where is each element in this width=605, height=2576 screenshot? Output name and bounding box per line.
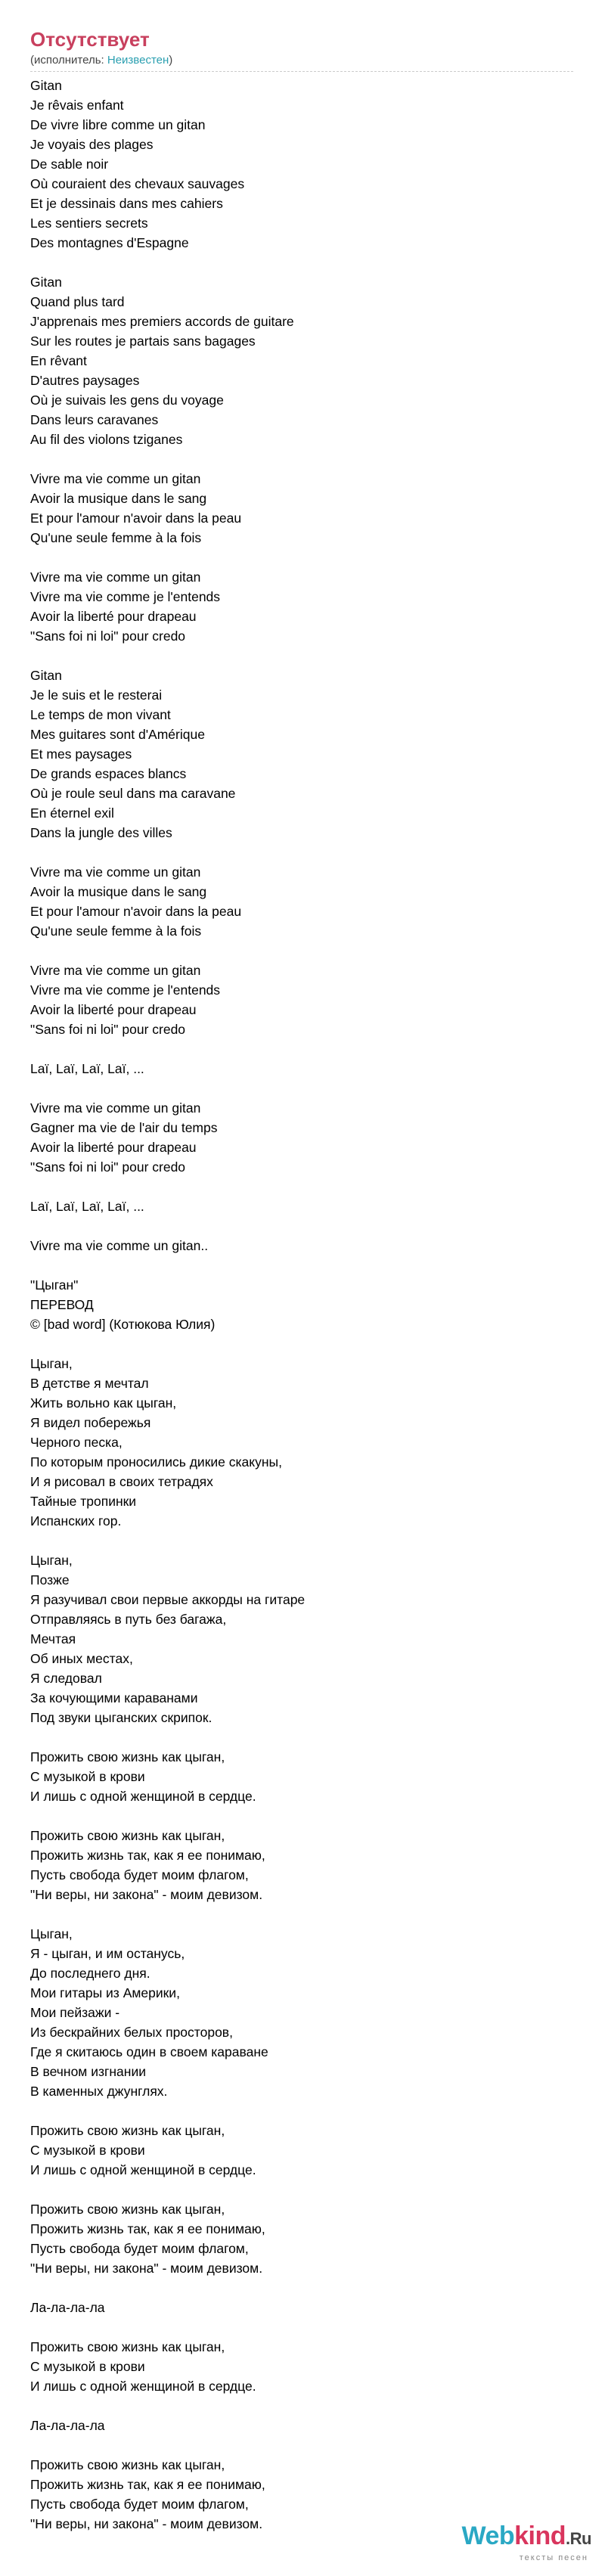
- song-header: [30, 27, 573, 68]
- lyrics-line: Черного песка,: [30, 1435, 123, 1450]
- lyrics-line: Le temps de mon vivant: [30, 707, 171, 722]
- lyrics-line: В детстве я мечтал: [30, 1376, 149, 1391]
- lyrics-line: De grands espaces blancs: [30, 766, 187, 781]
- lyrics-line: Dans leurs caravanes: [30, 412, 159, 427]
- lyrics-line: С музыкой в крови: [30, 2359, 145, 2374]
- lyrics-line: Прожить жизнь так, как я ее понимаю,: [30, 2477, 265, 2492]
- lyrics-line: "Sans foi ni loi" pour credo: [30, 628, 186, 644]
- lyrics-stanza: [30, 1275, 573, 1334]
- lyrics-line: Цыган,: [30, 1356, 73, 1371]
- lyrics-stanza: [30, 1059, 573, 1079]
- lyrics-line: По которым проносились дикие скакуны,: [30, 1454, 282, 1470]
- lyrics-line: До последнего дня.: [30, 1966, 150, 1981]
- lyrics-line: Avoir la liberté pour drapeau: [30, 1140, 197, 1155]
- lyrics-line: Мои гитары из Америки,: [30, 1985, 180, 2000]
- lyrics-line: Прожить жизнь так, как я ее понимаю,: [30, 2221, 265, 2236]
- lyrics-line: "Ни веры, ни закона" - моим девизом.: [30, 2261, 263, 2276]
- lyrics-line: Avoir la musique dans le sang: [30, 884, 207, 899]
- lyrics-line: Прожить свою жизнь как цыган,: [30, 2457, 225, 2472]
- lyrics-line: Où je suivais les gens du voyage: [30, 393, 224, 408]
- lyrics-line: Я следовал: [30, 1671, 102, 1686]
- lyrics-stanza: [30, 862, 573, 941]
- lyrics-line: "Sans foi ni loi" pour credo: [30, 1159, 186, 1175]
- lyrics-line: Gitan: [30, 275, 62, 290]
- lyrics-line: Мои пейзажи -: [30, 2005, 120, 2020]
- lyrics-line: Я разучивал свои первые аккорды на гитаре: [30, 1592, 306, 1607]
- lyrics-line: Пусть свобода будет моим флагом,: [30, 1867, 249, 1882]
- lyrics-line: Et pour l'amour n'avoir dans la peau: [30, 511, 242, 526]
- lyrics-line: Из бескрайних белых просторов,: [30, 2025, 233, 2040]
- lyrics-line: Где я скитаюсь один в своем караване: [30, 2044, 268, 2059]
- lyrics-line: Et pour l'amour n'avoir dans la peau: [30, 904, 242, 919]
- lyrics-line: Des montagnes d'Espagne: [30, 235, 189, 250]
- site-logo[interactable]: [425, 2522, 591, 2570]
- lyrics-line: С музыкой в крови: [30, 2143, 145, 2158]
- lyrics-line: Vivre ma vie comme un gitan: [30, 963, 201, 978]
- artist-suffix: ): [169, 54, 173, 67]
- lyrics-line: De vivre libre comme un gitan: [30, 117, 206, 132]
- lyrics-line: Тайные тропинки: [30, 1494, 137, 1509]
- artist-link[interactable]: Неизвестен: [107, 54, 169, 67]
- lyrics-stanza: [30, 2199, 573, 2278]
- lyrics-line: "Sans foi ni loi" pour credo: [30, 1022, 186, 1037]
- lyrics-stanza: [30, 1826, 573, 1904]
- logo-wordmark: [425, 2522, 591, 2553]
- lyrics-stanza: [30, 1924, 573, 2101]
- lyrics-stanza: [30, 469, 573, 548]
- lyrics-line: © [bad word] (Котюкова Юлия): [30, 1317, 216, 1332]
- lyrics-line: Vivre ma vie comme un gitan..: [30, 1238, 209, 1253]
- lyrics-line: И лишь с одной женщиной в сердце.: [30, 2379, 256, 2394]
- logo-web: Web: [461, 2522, 515, 2550]
- lyrics-line: Gitan: [30, 78, 62, 93]
- lyrics-line: En rêvant: [30, 353, 87, 368]
- lyrics-line: Où couraient des chevaux sauvages: [30, 176, 245, 191]
- lyrics-line: Пусть свобода будет моим флагом,: [30, 2497, 249, 2512]
- lyrics-line: Мечтая: [30, 1631, 76, 1646]
- lyrics-stanza: [30, 272, 573, 449]
- header-divider: [30, 71, 573, 72]
- lyrics-line: Au fil des violons tziganes: [30, 432, 183, 447]
- lyrics-line: Пусть свобода будет моим флагом,: [30, 2241, 249, 2256]
- lyrics-line: Gagner ma vie de l'air du temps: [30, 1120, 218, 1135]
- lyrics-line: Ла-ла-ла-ла: [30, 2418, 105, 2433]
- lyrics-line: Sur les routes je partais sans bagages: [30, 334, 256, 349]
- lyrics-line: Avoir la liberté pour drapeau: [30, 609, 197, 624]
- lyrics-line: Я - цыган, и им останусь,: [30, 1946, 185, 1961]
- lyrics-line: Об иных местах,: [30, 1651, 133, 1666]
- lyrics-line: Испанских гор.: [30, 1513, 122, 1529]
- lyrics-line: Qu'une seule femme à la fois: [30, 923, 202, 939]
- lyrics-line: За кочующими караванами: [30, 1690, 198, 1705]
- lyrics-stanza: [30, 1747, 573, 1806]
- lyrics-stanza: [30, 666, 573, 843]
- lyrics-stanza: [30, 2298, 573, 2317]
- lyrics-line: "Ни веры, ни закона" - моим девизом.: [30, 1887, 263, 1902]
- lyrics-line: И лишь с одной женщиной в сердце.: [30, 2162, 256, 2177]
- lyrics-line: Цыган,: [30, 1553, 73, 1568]
- lyrics-line: Les sentiers secrets: [30, 216, 148, 231]
- lyrics-stanza: [30, 1098, 573, 1177]
- lyrics-stanza: [30, 1354, 573, 1531]
- lyrics-line: Прожить свою жизнь как цыган,: [30, 1749, 225, 1764]
- logo-tld: .Ru: [566, 2529, 591, 2548]
- lyrics-line: Я видел побережья: [30, 1415, 151, 1430]
- lyrics-line: Quand plus tard: [30, 294, 125, 309]
- lyrics-line: Dans la jungle des villes: [30, 825, 172, 840]
- lyrics-line: Жить вольно как цыган,: [30, 1395, 177, 1411]
- lyrics-stanza: [30, 2337, 573, 2396]
- lyrics-line: De sable noir: [30, 157, 109, 172]
- lyrics-line: "Ни веры, ни закона" - моим девизом.: [30, 2516, 263, 2531]
- lyrics-stanza: [30, 1196, 573, 1216]
- lyrics-line: Gitan: [30, 668, 62, 683]
- lyrics-line: Vivre ma vie comme je l'entends: [30, 589, 221, 604]
- artist-line: [30, 53, 573, 68]
- lyrics-line: С музыкой в крови: [30, 1769, 145, 1784]
- lyrics-line: Laï, Laï, Laï, Laï, ...: [30, 1061, 144, 1076]
- lyrics-stanza: [30, 567, 573, 646]
- lyrics-line: Et je dessinais dans mes cahiers: [30, 196, 223, 211]
- lyrics-body: [30, 76, 573, 2553]
- lyrics-line: В каменных джунглях.: [30, 2084, 168, 2099]
- lyrics-line: Je voyais des plages: [30, 137, 154, 152]
- lyrics-line: В вечном изгнании: [30, 2064, 146, 2079]
- lyrics-line: Прожить свою жизнь как цыган,: [30, 2339, 225, 2354]
- lyrics-line: Vivre ma vie comme un gitan: [30, 570, 201, 585]
- lyrics-line: Vivre ma vie comme un gitan: [30, 864, 201, 880]
- lyrics-line: Ла-ла-ла-ла: [30, 2300, 105, 2315]
- lyrics-line: J'apprenais mes premiers accords de guitare: [30, 314, 294, 329]
- logo-tagline: тексты песен: [519, 2553, 588, 2562]
- lyrics-line: Mes guitares sont d'Amérique: [30, 727, 205, 742]
- lyrics-line: Où je roule seul dans ma caravane: [30, 786, 236, 801]
- lyrics-line: Под звуки цыганских скрипок.: [30, 1710, 213, 1725]
- artist-prefix: (исполнитель:: [30, 54, 107, 67]
- lyrics-stanza: [30, 2416, 573, 2435]
- lyrics-line: D'autres paysages: [30, 373, 140, 388]
- lyrics-line: Прожить свою жизнь как цыган,: [30, 2123, 225, 2138]
- logo-kind: kind: [514, 2522, 566, 2550]
- lyrics-line: Vivre ma vie comme un gitan: [30, 1100, 201, 1116]
- lyrics-stanza: [30, 2121, 573, 2180]
- lyrics-line: ПЕРЕВОД: [30, 1297, 94, 1312]
- lyrics-line: Laï, Laï, Laï, Laï, ...: [30, 1199, 144, 1214]
- lyrics-line: Прожить свою жизнь как цыган,: [30, 2202, 225, 2217]
- lyrics-line: Je rêvais enfant: [30, 98, 124, 113]
- lyrics-stanza: [30, 76, 573, 253]
- lyrics-line: Отправляясь в путь без багажа,: [30, 1612, 227, 1627]
- lyrics-line: Je le suis et le resterai: [30, 687, 163, 703]
- lyrics-stanza: [30, 1550, 573, 1727]
- lyrics-line: "Цыган": [30, 1277, 79, 1293]
- lyrics-line: En éternel exil: [30, 805, 114, 821]
- lyrics-line: Et mes paysages: [30, 746, 132, 762]
- lyrics-line: Avoir la liberté pour drapeau: [30, 1002, 197, 1017]
- lyrics-stanza: [30, 1236, 573, 1255]
- lyrics-line: Avoir la musique dans le sang: [30, 491, 207, 506]
- lyrics-line: Цыган,: [30, 1926, 73, 1941]
- lyrics-stanza: [30, 961, 573, 1039]
- lyrics-line: Прожить жизнь так, как я ее понимаю,: [30, 1848, 265, 1863]
- lyrics-line: Позже: [30, 1572, 70, 1587]
- lyrics-line: Прожить свою жизнь как цыган,: [30, 1828, 225, 1843]
- lyrics-line: Vivre ma vie comme un gitan: [30, 471, 201, 486]
- lyrics-line: И лишь с одной женщиной в сердце.: [30, 1789, 256, 1804]
- lyrics-line: Vivre ma vie comme je l'entends: [30, 982, 221, 998]
- lyrics-line: И я рисовал в своих тетрадях: [30, 1474, 213, 1489]
- lyrics-line: Qu'une seule femme à la fois: [30, 530, 202, 545]
- song-title: Отсутствует: [30, 28, 150, 51]
